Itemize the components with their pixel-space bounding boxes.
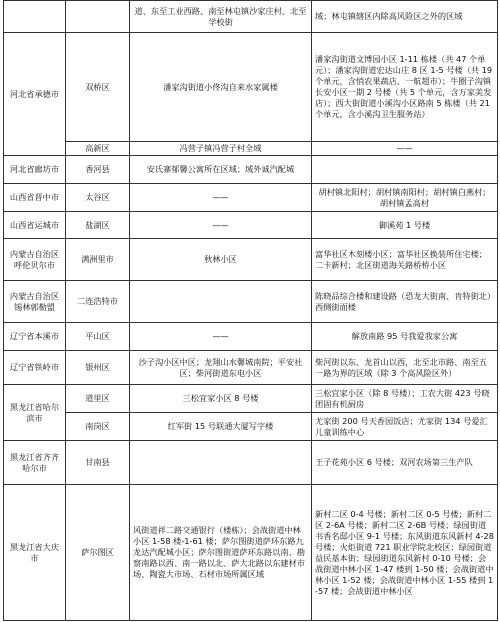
district-cell: 高新区 bbox=[66, 142, 130, 156]
table-row bbox=[4, 156, 498, 184]
city-cell: 内蒙古自治区呼伦贝尔市 bbox=[4, 239, 66, 281]
district-cell: 道里区 bbox=[66, 385, 130, 413]
table-row bbox=[4, 281, 498, 323]
low-risk-cell: 胡村镇北阳村；胡村镇南阳村；胡村镇白燕村；胡村镇孟高村 bbox=[312, 184, 498, 212]
district-cell: 香河县 bbox=[66, 156, 130, 184]
district-cell: 太谷区 bbox=[66, 184, 130, 212]
table-row bbox=[4, 33, 498, 142]
district-cell: 二连浩特市 bbox=[66, 281, 130, 323]
city-cell bbox=[4, 1, 66, 33]
city-cell: 黑龙江省齐齐哈尔市 bbox=[4, 441, 66, 485]
high-risk-cell: 潘家沟街道小佟沟自来水家属楼 bbox=[130, 33, 312, 142]
low-risk-cell: 柴河街以东、龙首山以西，北至北市路、南至五一路为界的区域（除 3 个高风险区外） bbox=[312, 351, 498, 385]
district-cell: 银州区 bbox=[66, 351, 130, 385]
table-row bbox=[4, 385, 498, 413]
district-cell: 盐湖区 bbox=[66, 212, 130, 239]
district-cell: 双桥区 bbox=[66, 33, 130, 142]
district-cell: 甘南县 bbox=[66, 441, 130, 485]
high-risk-cell: —— bbox=[130, 184, 312, 212]
table-row bbox=[4, 212, 498, 239]
city-cell: 山西省晋中市 bbox=[4, 184, 66, 212]
table-row bbox=[4, 351, 498, 385]
district-cell: 平山区 bbox=[66, 323, 130, 351]
city-cell: 内蒙古自治区锡林郭勒盟 bbox=[4, 281, 66, 323]
table-row bbox=[4, 239, 498, 281]
low-risk-cell: 三松宜家小区（除 8 号楼）；工农大街 423 号晓团固有机厨房 bbox=[312, 385, 498, 413]
low-risk-cell: 新村二区 0-4 号楼；新村二区 0-5 号楼；新村二区 2-6A 号楼；新村二区 2-6B 号楼；绿园街道书香名邸小区 9-1 号楼；东风街道东风新村 4-28 号楼；火炬街道 721 职业学院北校区；绿园街道益民基本街；绿园街道东风新村 0-10 号楼；会战街道中林小区 1-47 楼到 1-50 楼；会战街道中林小区 1-52 楼；会战街道中林小区 1-55 楼到 1-57 楼；会战街道中林小区 bbox=[312, 485, 498, 621]
low-risk-cell: 御溪苑 1 号楼 bbox=[312, 212, 498, 239]
table-row bbox=[4, 413, 498, 441]
district-cell: 满洲里市 bbox=[66, 239, 130, 281]
city-cell: 河北省廊坊市 bbox=[4, 156, 66, 184]
high-risk-cell: 风街道祥二路交通银行（楼栋）；会战街道中林小区 1-58 楼-1-61 楼；萨尔图街道萨环东路九龙达汽配城小区；萨尔图街道萨环东路以南、勘察南路以西、南一路以北、萨大北路以东建材市场、陶瓷大市场、石材市场所属区域 bbox=[130, 485, 312, 621]
table-row bbox=[4, 1, 498, 33]
high-risk-cell bbox=[130, 441, 312, 485]
high-risk-cell: —— bbox=[130, 212, 312, 239]
high-risk-cell: 三松宜家小区 8 号楼 bbox=[130, 385, 312, 413]
district-cell: 萨尔图区 bbox=[66, 485, 130, 621]
city-cell: 山西省运城市 bbox=[4, 212, 66, 239]
low-risk-cell bbox=[312, 156, 498, 184]
district-cell: 南岗区 bbox=[66, 413, 130, 441]
high-risk-cell: —— bbox=[130, 323, 312, 351]
high-risk-cell: 红军街 15 号联通大厦写字楼 bbox=[130, 413, 312, 441]
low-risk-cell: 尤家街 200 号天香园饭店；尤家街 134 号爱汇儿童训练中心 bbox=[312, 413, 498, 441]
low-risk-cell: 解放南路 95 号我爱我家公寓 bbox=[312, 323, 498, 351]
city-cell: 辽宁省本溪市 bbox=[4, 323, 66, 351]
low-risk-cell: 陈晓品综合楼和建设路（恐龙大街南、肯特街北）西侧街面楼 bbox=[312, 281, 498, 323]
low-risk-cell: 域；林屯镇辖区内除高风险区之外的区域 bbox=[312, 1, 498, 33]
high-risk-cell: 秋林小区 bbox=[130, 239, 312, 281]
city-cell: 辽宁省铁岭市 bbox=[4, 351, 66, 385]
table-row bbox=[4, 184, 498, 212]
high-risk-cell: 沙子沟小区中区；龙翔山水馨城南院；平安社区；柴河街道东电小区 bbox=[130, 351, 312, 385]
low-risk-cell: 富华社区木刻楼小区；富华社区换装所住宅楼；二卡新村；北区街道海关路桥桥小区 bbox=[312, 239, 498, 281]
low-risk-cell: —— bbox=[312, 142, 498, 156]
high-risk-cell: 道、东至工业西路、南至林屯镇沙家庄村、北至学校街 bbox=[130, 1, 312, 33]
city-cell: 河北省承德市 bbox=[4, 33, 66, 156]
high-risk-cell bbox=[130, 281, 312, 323]
table-row bbox=[4, 323, 498, 351]
high-risk-cell: 冯营子镇冯营子村全域 bbox=[130, 142, 312, 156]
high-risk-cell: 安氏寨郁馨公寓所在区域；域外诚汽配城 bbox=[130, 156, 312, 184]
table-row bbox=[4, 485, 498, 621]
low-risk-cell: 潘家沟街道文博园小区 1-11 栋楼（共 47 个单元）；潘家沟街道宏达山庄 8 区 1-5 号楼（共 19 个单元，含悄农果蔬店、一航超市）；牛圈子沟镇长安小区一期 2 号楼（共 5 个单元，含万家美发店）；西大街街道小溪沟小区路南 5 栋楼（共 21 个单元，含小溪沟卫生服务站） bbox=[312, 33, 498, 142]
city-cell: 黑龙江省哈尔滨市 bbox=[4, 385, 66, 441]
risk-area-table bbox=[3, 0, 498, 621]
district-cell bbox=[66, 1, 130, 33]
low-risk-cell: 王子花苑小区 6 号楼；双河农场第三生产队 bbox=[312, 441, 498, 485]
city-cell: 黑龙江省大庆市 bbox=[4, 485, 66, 621]
table-row bbox=[4, 441, 498, 485]
table-row bbox=[4, 142, 498, 156]
